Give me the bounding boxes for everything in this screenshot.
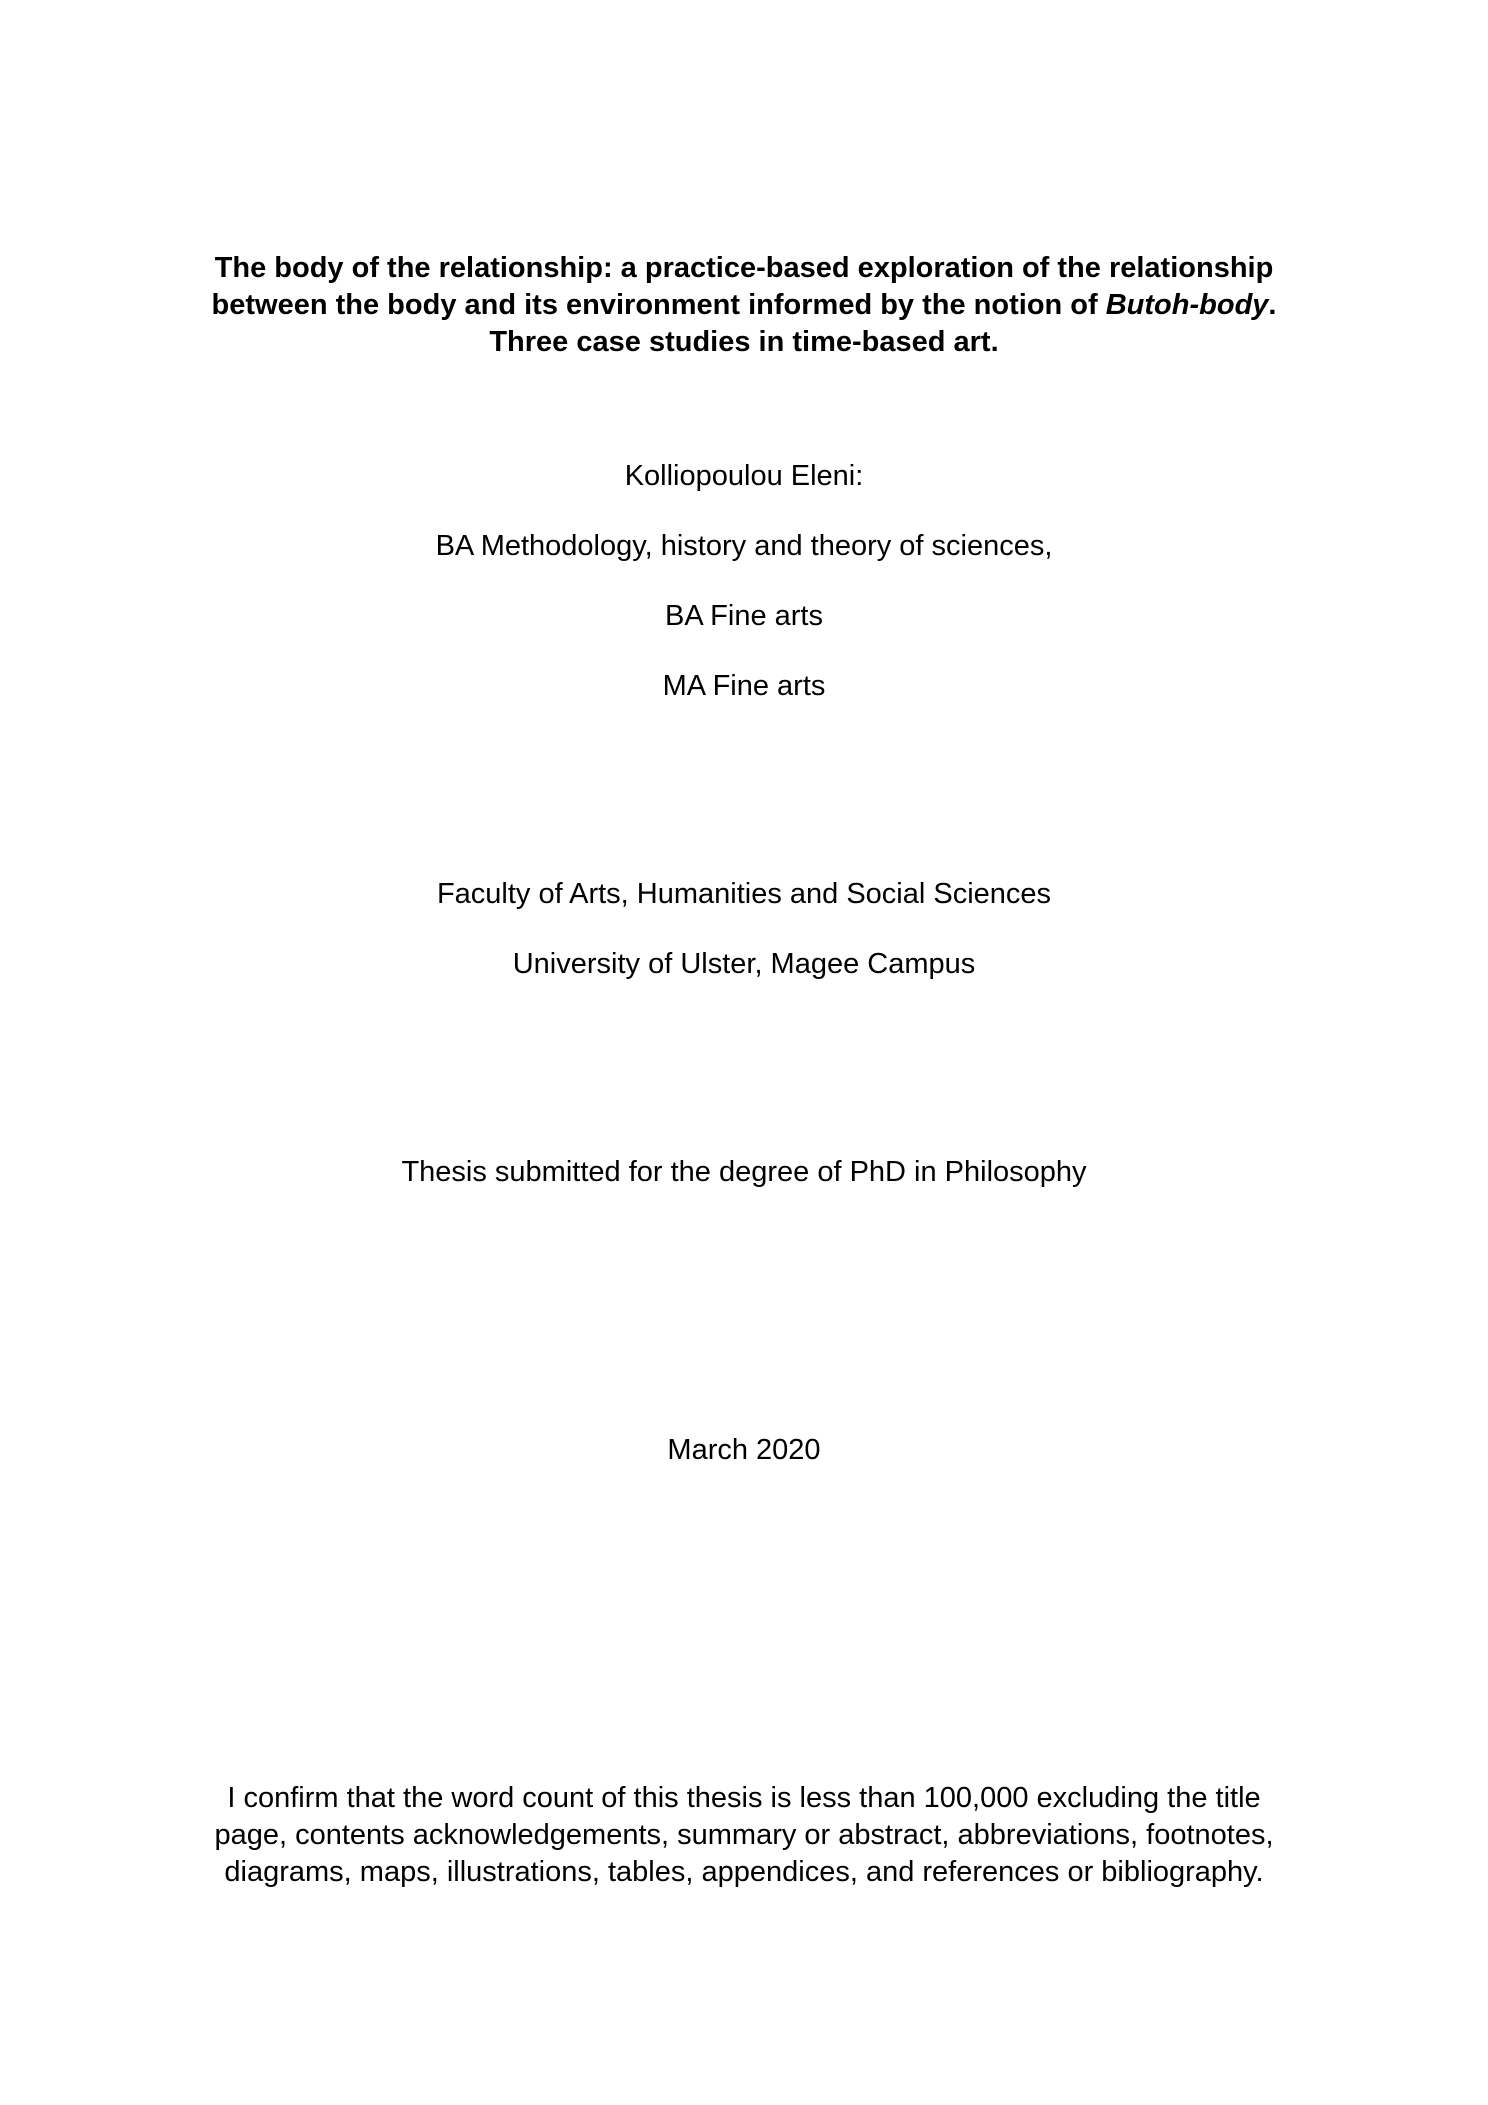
faculty-name: Faculty of Arts, Humanities and Social Sciences <box>436 878 1052 910</box>
author-degree-2: BA Fine arts <box>665 600 823 632</box>
thesis-title-line-3: Three case studies in time-based art. <box>489 326 999 358</box>
author-degree-3: MA Fine arts <box>662 670 826 702</box>
thesis-title-butoh-body: Butoh-body <box>1105 289 1269 321</box>
word-count-line-2: page, contents acknowledgements, summary or abstract, abbreviations, footnotes, <box>214 1819 1274 1851</box>
submission-statement: Thesis submitted for the degree of PhD in Philosophy <box>401 1156 1087 1188</box>
submission-date: March 2020 <box>667 1434 821 1466</box>
author-degree-1: BA Methodology, history and theory of sciences, <box>435 530 1053 562</box>
thesis-title <box>0 250 1488 361</box>
author-name: Kolliopoulou Eleni: <box>624 460 864 492</box>
word-count-line-3: diagrams, maps, illustrations, tables, appendices, and references or bibliography. <box>224 1856 1264 1888</box>
word-count-statement <box>0 1780 1488 1891</box>
thesis-title-line-1: The body of the relationship: a practice-based exploration of the relationship <box>214 252 1274 284</box>
thesis-title-line-2-suffix: . <box>1268 289 1277 321</box>
university-name: University of Ulster, Magee Campus <box>512 948 976 980</box>
thesis-title-line-2 <box>0 287 1488 324</box>
word-count-line-1: I confirm that the word count of this thesis is less than 100,000 excluding the title <box>227 1782 1261 1814</box>
thesis-title-line-2-prefix: between the body and its environment informed by the notion of <box>211 289 1106 321</box>
